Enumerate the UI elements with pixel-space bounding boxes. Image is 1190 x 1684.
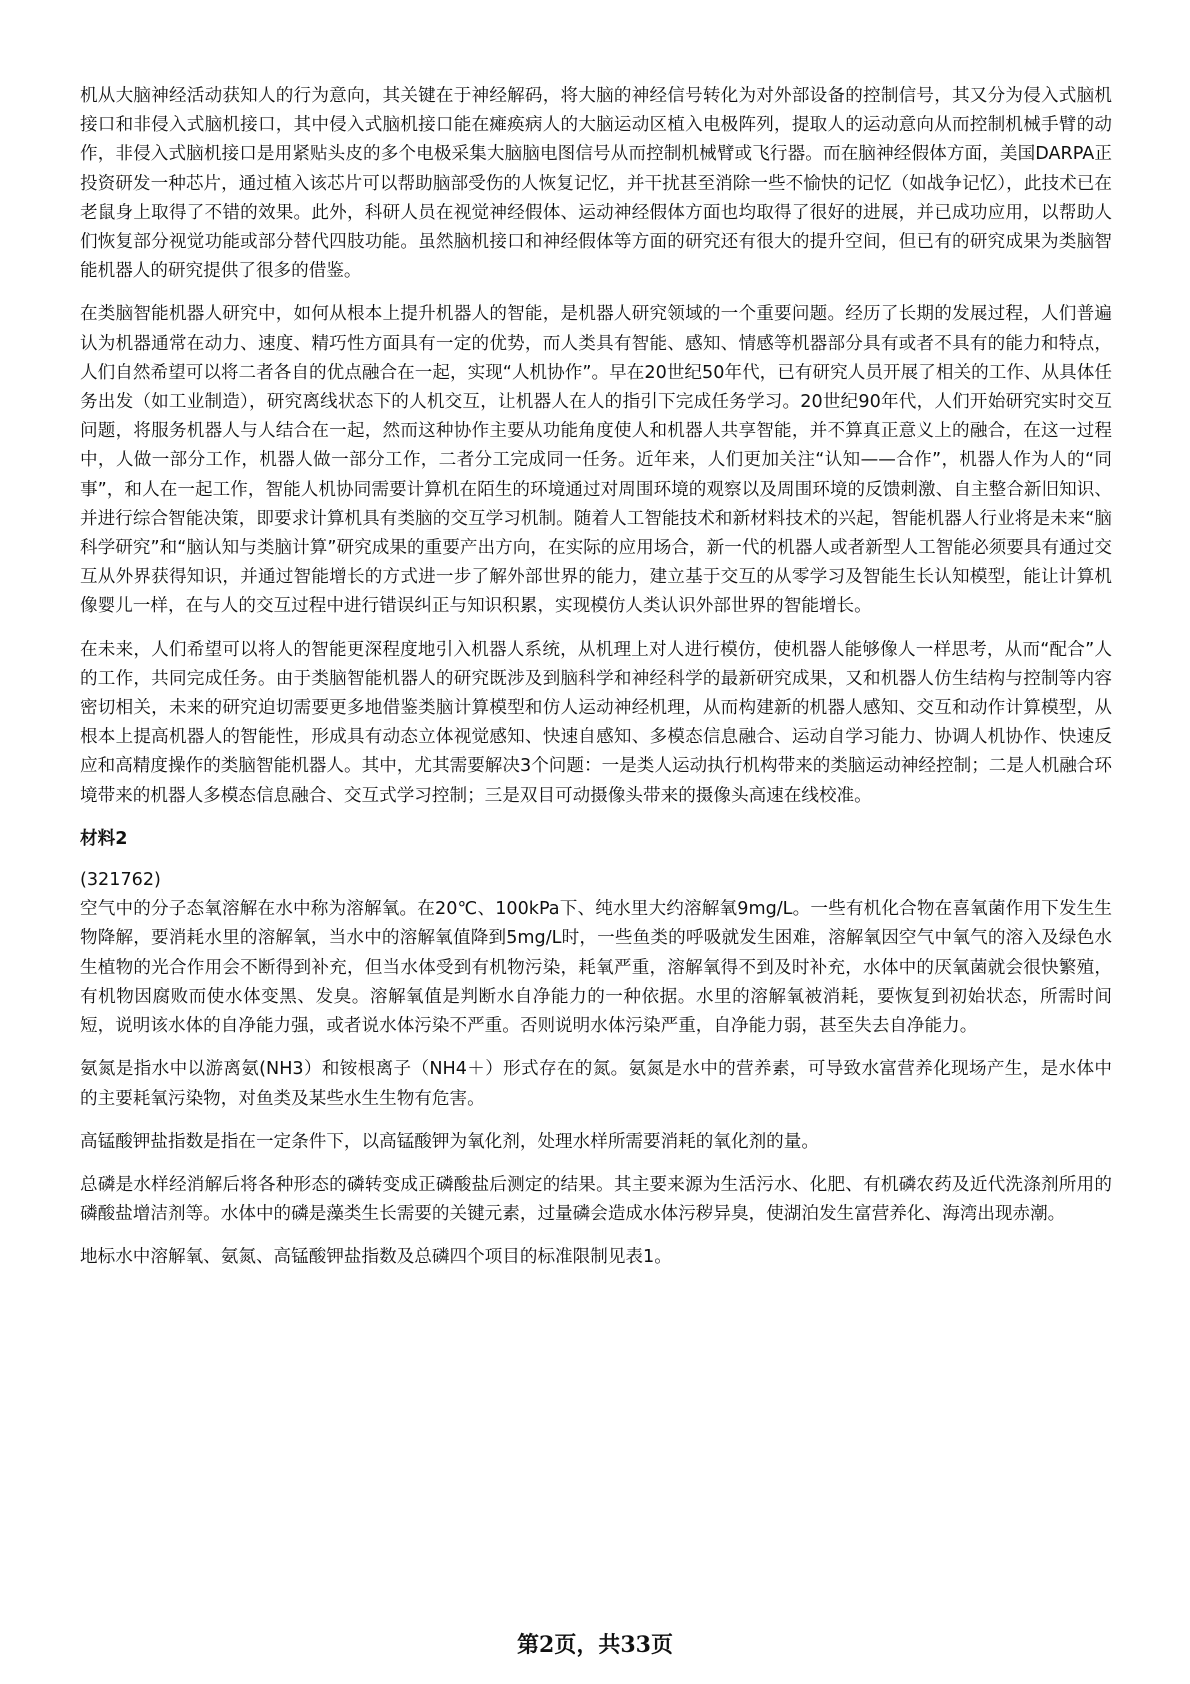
document-body bbox=[80, 82, 1112, 1287]
question-code: (321762) bbox=[80, 870, 161, 891]
paragraph-standard-limits: 地标水中溶解氧、氨氮、高锰酸钾盐指数及总磷四个项目的标准限制见表1。 bbox=[80, 1247, 672, 1268]
paragraph-ammonia-nitrogen: 氨氮是指水中以游离氨(NH3）和铵根离子（NH4＋）形式存在的氮。氨氮是水中的营养素，可导致水富营养化现场产生，是水体中的主要耗氧污染物，对鱼类及某些水生生物有危害。 bbox=[80, 1059, 1112, 1109]
paragraph-permanganate-index: 高锰酸钾盐指数是指在一定条件下，以高锰酸钾为氧化剂，处理水样所需要消耗的氧化剂的量。 bbox=[80, 1131, 819, 1152]
section-heading: 材料2 bbox=[80, 828, 128, 849]
paragraph-human-robot-collaboration: 在类脑智能机器人研究中，如何从根本上提升机器人的智能，是机器人研究领域的一个重要问题。经历了长期的发展过程，人们普遍认为机器通常在动力、速度、精巧性方面具有一定的优势，而人类具有智能、感知、情感等机器部分具有或者不具有的能力和特点，人们自然希望可以将二者各自的优点融合在一起，实现“人机协作”。早在20世纪50年代，已有研究人员开展了相关的工作、从具体任务出发（如工业制造），研究离线状态下的人机交互，让机器人在人的指引下完成任务学习。20世纪90年代，人们开始研究实时交互问题，将服务机器人与人结合在一起，然而这种协作主要从功能角度使人和机器人共享智能，并不算真正意义上的融合，在这一过程中，人做一部分工作，机器人做一部分工作，二者分工完成同一任务。近年来，人们更加关注“认知——合作”，机器人作为人的“同事”，和人在一起工作，智能人机协同需要计算机在陌生的环境通过对周围环境的观察以及周围环境的反馈刺激、自主整合新旧知识、并进行综合智能决策，即要求计算机具有类脑的交互学习机制。随着人工智能技术和新材料技术的兴起，智能机器人行业将是未来“脑科学研究”和“脑认知与类脑计算”研究成果的重要产出方向，在实际的应用场合，新一代的机器人或者新型人工智能必须要具有通过交互从外界获得知识，并通过智能增长的方式进一步了解外部世界的能力，建立基于交互的从零学习及智能生长认知模型，能让计算机像婴儿一样，在与人的交互过程中进行错误纠正与知识积累，实现模仿人类认识外部世界的智能增长。 bbox=[80, 304, 1112, 617]
paragraph-future-research: 在未来，人们希望可以将人的智能更深程度地引入机器人系统，从机理上对人进行模仿，使机器人能够像人一样思考，从而“配合”人的工作，共同完成任务。由于类脑智能机器人的研究既涉及到脑科学和神经科学的最新研究成果，又和机器人仿生结构与控制等内容密切相关，未来的研究迫切需要更多地借鉴类脑计算模型和仿人运动神经机理，从而构建新的机器人感知、交互和动作计算模型，从根本上提高机器人的智能性，形成具有动态立体视觉感知、快速自感知、多模态信息融合、运动自学习能力、协调人机协作、快速反应和高精度操作的类脑智能机器人。其中，尤其需要解决3个问题：一是类人运动执行机构带来的类脑运动神经控制；二是人机融合环境带来的机器人多模态信息融合、交互式学习控制；三是双目可动摄像头带来的摄像头高速在线校准。 bbox=[80, 639, 1112, 806]
paragraph-total-phosphorus: 总磷是水样经消解后将各种形态的磷转变成正磷酸盐后测定的结果。其主要来源为生活污水、化肥、有机磷农药及近代洗涤剂所用的磷酸盐增洁剂等。水体中的磷是藻类生长需要的关键元素，过量磷会造成水体污秽异臭，使湖泊发生富营养化、海湾出现赤潮。 bbox=[80, 1174, 1112, 1225]
paragraph-brain-machine-interface: 机从大脑神经活动获知人的行为意向，其关键在于神经解码，将大脑的神经信号转化为对外部设备的控制信号，其又分为侵入式脑机接口和非侵入式脑机接口，其中侵入式脑机接口能在瘫痪病人的大脑运动区植入电极阵列，提取人的运动意向从而控制机械手臂的动作，非侵入式脑机接口是用紧贴头皮的多个电极采集大脑脑电图信号从而控制机械臂或飞行器。而在脑神经假体方面，美国DARPA正投资研发一种芯片，通过植入该芯片可以帮助脑部受伤的人恢复记忆，并干扰甚至消除一些不愉快的记忆（如战争记忆），此技术已在老鼠身上取得了不错的效果。此外，科研人员在视觉神经假体、运动神经假体方面也均取得了很好的进展，并已成功应用，以帮助人们恢复部分视觉功能或部分替代四肢功能。虽然脑机接口和神经假体等方面的研究还有很大的提升空间，但已有的研究成果为类脑智能机器人的研究提供了很多的借鉴。 bbox=[80, 86, 1112, 282]
page-number: 第2页，共33页 bbox=[517, 1632, 673, 1658]
paragraph-dissolved-oxygen: 空气中的分子态氧溶解在水中称为溶解氧。在20℃、100kPa下、纯水里大约溶解氧9mg/L。一些有机化合物在喜氧菌作用下发生生物降解，要消耗水里的溶解氧，当水中的溶解氧值降到5mg/L时，一些鱼类的呼吸就发生困难，溶解氧因空气中氧气的溶入及绿色水生植物的光合作用会不断得到补充，但当水体受到有机物污染，耗氧严重，溶解氧得不到及时补充，水体中的厌氧菌就会很快繁殖，有机物因腐败而使水体变黑、发臭。溶解氧值是判断水自净能力的一种依据。水里的溶解氧被消耗，要恢复到初始状态，所需时间短，说明该水体的自净能力强，或者说水体污染不严重。否则说明水体污染严重，自净能力弱，甚至失去自净能力。 bbox=[80, 899, 1112, 1037]
